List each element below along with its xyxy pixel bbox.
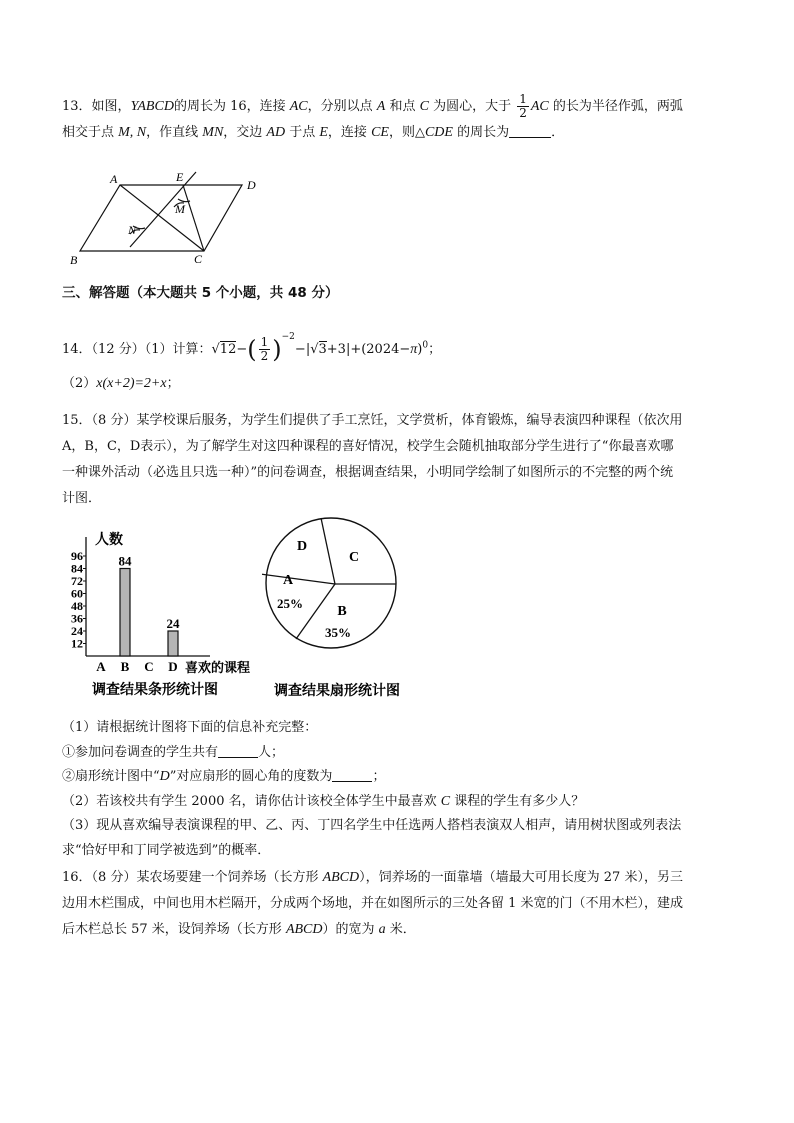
y-tick-label: 24 xyxy=(71,624,83,638)
label-b: B xyxy=(70,253,78,267)
pie-chart xyxy=(262,512,432,702)
label-n: N xyxy=(128,223,137,237)
pie-percent-b: 35% xyxy=(325,625,351,640)
section-heading: 三、解答题（本大题共 5 个小题，共 48 分） xyxy=(62,285,339,301)
label-d: D xyxy=(247,178,256,192)
one-half-fraction: $\frac{1}{2}$ xyxy=(260,335,269,363)
label-a: A xyxy=(110,172,118,186)
q15-text: 15．（8 分）某学校课后服务，为学生们提供了手工烹饪，文学赏析，体育锻炼，编导表演四种课程（依次用 A，B，C，D表示），为了解学生对这四种课程的喜好情况，校学生会随机抽取部分学生进行了“你最喜欢哪 一种课外活动（必选且只选一种）”的问卷调查，根据调查结果，小明同学绘制了如图所示的不完整的两个统 计图． xyxy=(62,413,683,506)
y-tick-label: 48 xyxy=(71,599,83,613)
x-tick-label-c: C xyxy=(144,659,154,674)
angle-blank[interactable] xyxy=(332,767,372,782)
bar-value-label-b: 84 xyxy=(118,553,132,569)
x-axis-label: 喜欢的课程 xyxy=(185,660,251,675)
q16-text: 16．（8 分）某农场要建一个饲养场（长方形 ABCD），饲养场的一面靠墙（墙最大可用长度为 27 米），另三 边用木栏围成，中间也用木栏隔开，分成两个场地，并在如图所示的三处各留 1 米宽的门（不用木栏），建成 后木栏总长 57 米，设饲养场（长方形 ABCD）的宽为 a 米． xyxy=(62,870,684,937)
bar-b xyxy=(120,569,130,657)
answer-blank[interactable] xyxy=(509,123,551,138)
y-tick-label: 72 xyxy=(71,574,83,588)
x-tick-label-a: A xyxy=(96,659,106,674)
q14-part2: （2）x(x+2)=2+x； xyxy=(62,376,180,391)
pie-label-c: C xyxy=(348,550,360,565)
line-mn xyxy=(130,172,196,247)
bar-chart xyxy=(60,525,270,705)
y-tick-label: 60 xyxy=(71,586,83,601)
pie-chart-title: 调查结果扇形统计图 xyxy=(274,684,400,699)
x-tick-label-d: D xyxy=(168,659,178,674)
sqrt-12: √12 xyxy=(211,342,237,357)
q14-part1: 14．（12 分）（1）计算：√12−( $\frac{1}{2}$ )$^{-2}-|√3+3|+(2024-\pi)^0$； xyxy=(62,332,442,364)
bar-d xyxy=(168,631,178,656)
label-m: M xyxy=(175,202,185,216)
pie-percent-a: 25% xyxy=(277,596,303,611)
bar-value-label-d: 24 xyxy=(166,616,180,631)
paren-open: ( xyxy=(247,335,257,364)
pie-label-d: D xyxy=(296,539,308,554)
pie-label-a: A xyxy=(282,573,294,588)
pie-label-b: B xyxy=(337,604,347,619)
half-fraction: $\frac{1}{2}$ xyxy=(519,92,527,120)
parallelogram-figure xyxy=(66,168,266,268)
y-axis-label: 人数 xyxy=(95,533,123,548)
y-tick-label: 96 xyxy=(71,549,83,563)
total-students-blank[interactable] xyxy=(218,743,258,758)
label-c: C xyxy=(194,252,203,266)
label-e: E xyxy=(176,170,184,184)
x-tick-label-b: B xyxy=(120,659,130,674)
y-tick-label: 84 xyxy=(71,561,83,576)
q13-text: 13．如图，YABCD的周长为 16，连接 AC，分别以点 A 和点 C 为圆心，大于 $\frac{1}{2}$ AC 的长为半径作弧，两弧 相交于点 M, N，作直线 MN，交边 AD 于点 E，连接 CE，则△CDE 的周长为 ． xyxy=(62,92,683,140)
y-tick-label: 12 xyxy=(71,636,83,651)
diagonal-ac xyxy=(120,185,204,251)
paren-close: ) xyxy=(272,335,282,364)
parallelogram-abcd xyxy=(80,185,242,251)
segment-ce xyxy=(183,185,204,251)
sqrt-3: √3 xyxy=(310,342,327,357)
q15-subquestions: （1）请根据统计图将下面的信息补充完整： ①参加问卷调查的学生共有 人； ②扇形统计图中“D”对应扇形的圆心角的度数为 ； （2）若该校共有学生 2000 名，请你估计该校全体学生中最喜欢 C 课程的学生有多少人？ （3）现从喜欢编导表演课程的甲、乙、丙、丁四名学生中任选两人搭档表演双人相声，请用树状图或列表法 求“恰好甲和丁同学被选到”的概率． xyxy=(62,720,682,858)
y-tick-label: 36 xyxy=(71,611,83,626)
bar-chart-title: 调查结果条形统计图 xyxy=(92,683,218,698)
